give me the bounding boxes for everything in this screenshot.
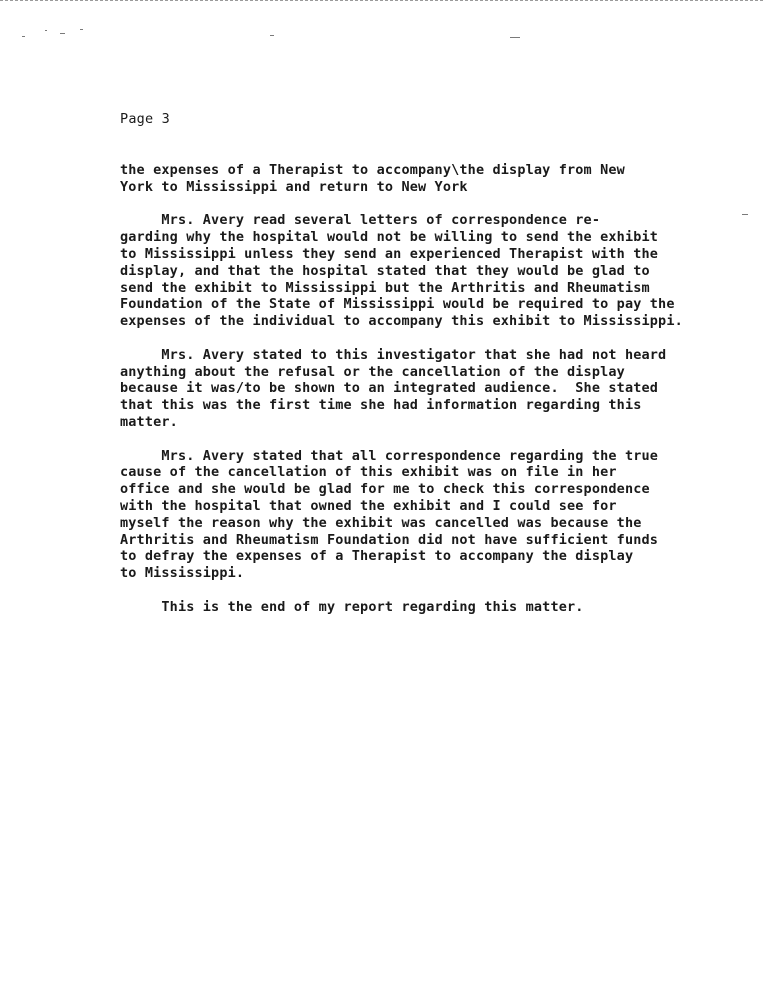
paragraph <box>120 162 740 196</box>
text-line: send the exhibit to Mississippi but the Arthritis and Rheumatism <box>120 279 650 296</box>
scan-speck <box>22 36 25 37</box>
text-line: office and she would be glad for me to check this correspondence <box>120 481 650 498</box>
scan-speck <box>60 33 65 34</box>
text-line: with the hospital that owned the exhibit and I could see for <box>120 497 617 514</box>
report-body <box>120 162 740 632</box>
text-line: York to Mississippi and return to New York <box>120 178 468 195</box>
scan-speck <box>510 37 520 38</box>
page-top-edge <box>0 0 763 1</box>
paragraph <box>120 448 740 582</box>
text-line: the expenses of a Therapist to accompany\the display from New <box>120 162 625 178</box>
paragraph <box>120 599 740 616</box>
page-number: Page 3 <box>120 111 170 127</box>
text-line: garding why the hospital would not be willing to send the exhibit <box>120 229 659 246</box>
text-line: Mrs. Avery stated to this investigator that she had not heard <box>120 346 667 363</box>
paragraph <box>120 347 740 431</box>
text-line: display, and that the hospital stated that they would be glad to <box>120 262 650 279</box>
scan-speck <box>742 214 748 215</box>
scan-speck <box>45 30 47 31</box>
text-line: to Mississippi. <box>120 565 245 582</box>
text-line: anything about the refusal or the cancellation of the display <box>120 363 625 380</box>
text-line: because it was/to be shown to an integrated audience. She stated <box>120 380 659 397</box>
text-line: matter. <box>120 413 178 430</box>
text-line: Mrs. Avery stated that all correspondence regarding the true <box>120 447 659 464</box>
paragraph <box>120 212 740 330</box>
text-line: myself the reason why the exhibit was cancelled was because the <box>120 514 642 531</box>
text-line: that this was the first time she had information regarding this <box>120 397 642 414</box>
text-line: expenses of the individual to accompany this exhibit to Mississippi. <box>120 313 683 330</box>
text-line: to defray the expenses of a Therapist to accompany the display <box>120 548 634 565</box>
text-line: Arthritis and Rheumatism Foundation did not have sufficient funds <box>120 531 659 548</box>
text-line: cause of the cancellation of this exhibit was on file in her <box>120 464 617 481</box>
scan-speck <box>270 35 274 36</box>
text-line: Mrs. Avery read several letters of correspondence re- <box>120 212 601 229</box>
text-line: This is the end of my report regarding this matter. <box>120 598 584 615</box>
scan-speck <box>80 29 83 30</box>
text-line: Foundation of the State of Mississippi would be required to pay the <box>120 296 675 313</box>
text-line: to Mississippi unless they send an experienced Therapist with the <box>120 245 659 262</box>
